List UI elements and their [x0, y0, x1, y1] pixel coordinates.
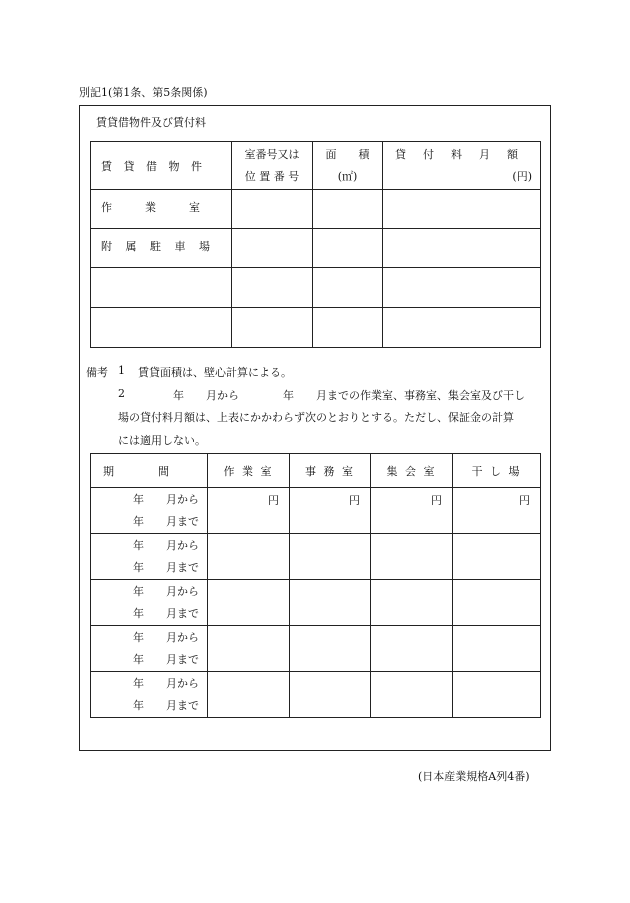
remark-2-line1: 年 月から 年 月までの作業室、事務室、集会室及び干し [173, 389, 525, 402]
rent-cell[interactable] [383, 268, 541, 308]
area-cell[interactable] [313, 229, 383, 268]
period-to: 年 月まで [133, 652, 199, 666]
meeting-room-rent-cell[interactable] [371, 580, 453, 626]
room-number-cell[interactable] [232, 190, 313, 229]
header-rent-line2: (円) [512, 169, 532, 183]
room-number-cell[interactable] [232, 229, 313, 268]
period-cell [91, 626, 208, 672]
drying-area-rent-cell[interactable] [453, 672, 541, 718]
row-label-parking: 附 属 駐 車 場 [91, 229, 232, 268]
rent-cell[interactable] [383, 229, 541, 268]
drying-area-rent-cell[interactable] [453, 488, 541, 534]
drying-area-rent-cell[interactable] [453, 534, 541, 580]
header-area-line2: (㎡) [337, 169, 358, 183]
period-cell [91, 534, 208, 580]
yen-unit: 円 [431, 494, 442, 507]
period-from: 年 月から [133, 630, 199, 644]
period-rent-table [90, 453, 541, 718]
workroom-rent-cell[interactable] [208, 672, 290, 718]
row-label-empty[interactable] [91, 308, 232, 348]
yen-unit: 円 [268, 494, 279, 507]
remark-2-line3: には適用しない。 [118, 434, 206, 447]
header-workroom: 作 業 室 [208, 454, 290, 488]
table-row [91, 268, 541, 308]
table-row [91, 190, 541, 229]
period-from: 年 月から [133, 584, 199, 598]
remark-1-number: 1 [118, 364, 125, 377]
rent-cell[interactable] [383, 190, 541, 229]
remarks-label: 備考 [86, 366, 108, 379]
area-cell[interactable] [313, 190, 383, 229]
header-property: 賃 貸 借 物 件 [91, 142, 232, 190]
meeting-room-rent-cell[interactable] [371, 534, 453, 580]
row-label-empty[interactable] [91, 268, 232, 308]
remark-1-text: 賃貸面積は、壁心計算による。 [138, 366, 292, 379]
remark-2-number: 2 [118, 387, 125, 400]
header-area-line1: 面 積 [325, 147, 370, 161]
section-title: 賃貸借物件及び賃付料 [96, 116, 206, 129]
table-row [91, 534, 541, 580]
workroom-rent-cell[interactable] [208, 580, 290, 626]
office-rent-cell[interactable] [290, 626, 371, 672]
table-row [91, 580, 541, 626]
room-number-cell[interactable] [232, 308, 313, 348]
office-rent-cell[interactable] [290, 534, 371, 580]
meeting-room-rent-cell[interactable] [371, 626, 453, 672]
header-drying-area: 干 し 場 [453, 454, 541, 488]
table-row [91, 229, 541, 268]
period-from: 年 月から [133, 492, 199, 506]
yen-unit: 円 [349, 494, 360, 507]
header-rent-line1: 貸 付 料 月 額 [395, 147, 521, 161]
area-cell[interactable] [313, 308, 383, 348]
header-meeting-room: 集 会 室 [371, 454, 453, 488]
header-monthly-rent [383, 142, 541, 190]
remark-2-line2: 場の貸付料月額は、上表にかかわらず次のとおりとする。ただし、保証金の計算 [118, 411, 514, 424]
document-header: 別記1(第1条、第5条関係) [79, 86, 208, 99]
drying-area-rent-cell[interactable] [453, 626, 541, 672]
drying-area-rent-cell[interactable] [453, 580, 541, 626]
office-rent-cell[interactable] [290, 488, 371, 534]
workroom-rent-cell[interactable] [208, 488, 290, 534]
header-office: 事 務 室 [290, 454, 371, 488]
table-row [91, 626, 541, 672]
meeting-room-rent-cell[interactable] [371, 488, 453, 534]
workroom-rent-cell[interactable] [208, 534, 290, 580]
period-from: 年 月から [133, 676, 199, 690]
period-cell [91, 672, 208, 718]
table-row [91, 488, 541, 534]
header-period: 期 間 [91, 454, 208, 488]
property-table [90, 141, 541, 348]
paper-size-footer: (日本産業規格A列4番) [418, 770, 530, 783]
period-to: 年 月まで [133, 560, 199, 574]
room-number-cell[interactable] [232, 268, 313, 308]
property-table-header-row [91, 142, 541, 190]
period-table-header-row [91, 454, 541, 488]
area-cell[interactable] [313, 268, 383, 308]
meeting-room-rent-cell[interactable] [371, 672, 453, 718]
header-area [313, 142, 383, 190]
period-to: 年 月まで [133, 698, 199, 712]
row-label-workroom: 作 業 室 [91, 190, 232, 229]
yen-unit: 円 [519, 494, 530, 507]
period-to: 年 月まで [133, 606, 199, 620]
period-from: 年 月から [133, 538, 199, 552]
table-row [91, 672, 541, 718]
period-cell [91, 580, 208, 626]
header-room-number-line1: 室番号又は [244, 147, 300, 161]
header-room-number [232, 142, 313, 190]
period-to: 年 月まで [133, 514, 199, 528]
table-row [91, 308, 541, 348]
office-rent-cell[interactable] [290, 580, 371, 626]
workroom-rent-cell[interactable] [208, 626, 290, 672]
rent-cell[interactable] [383, 308, 541, 348]
header-room-number-line2: 位 置 番 号 [244, 169, 300, 183]
period-cell [91, 488, 208, 534]
office-rent-cell[interactable] [290, 672, 371, 718]
